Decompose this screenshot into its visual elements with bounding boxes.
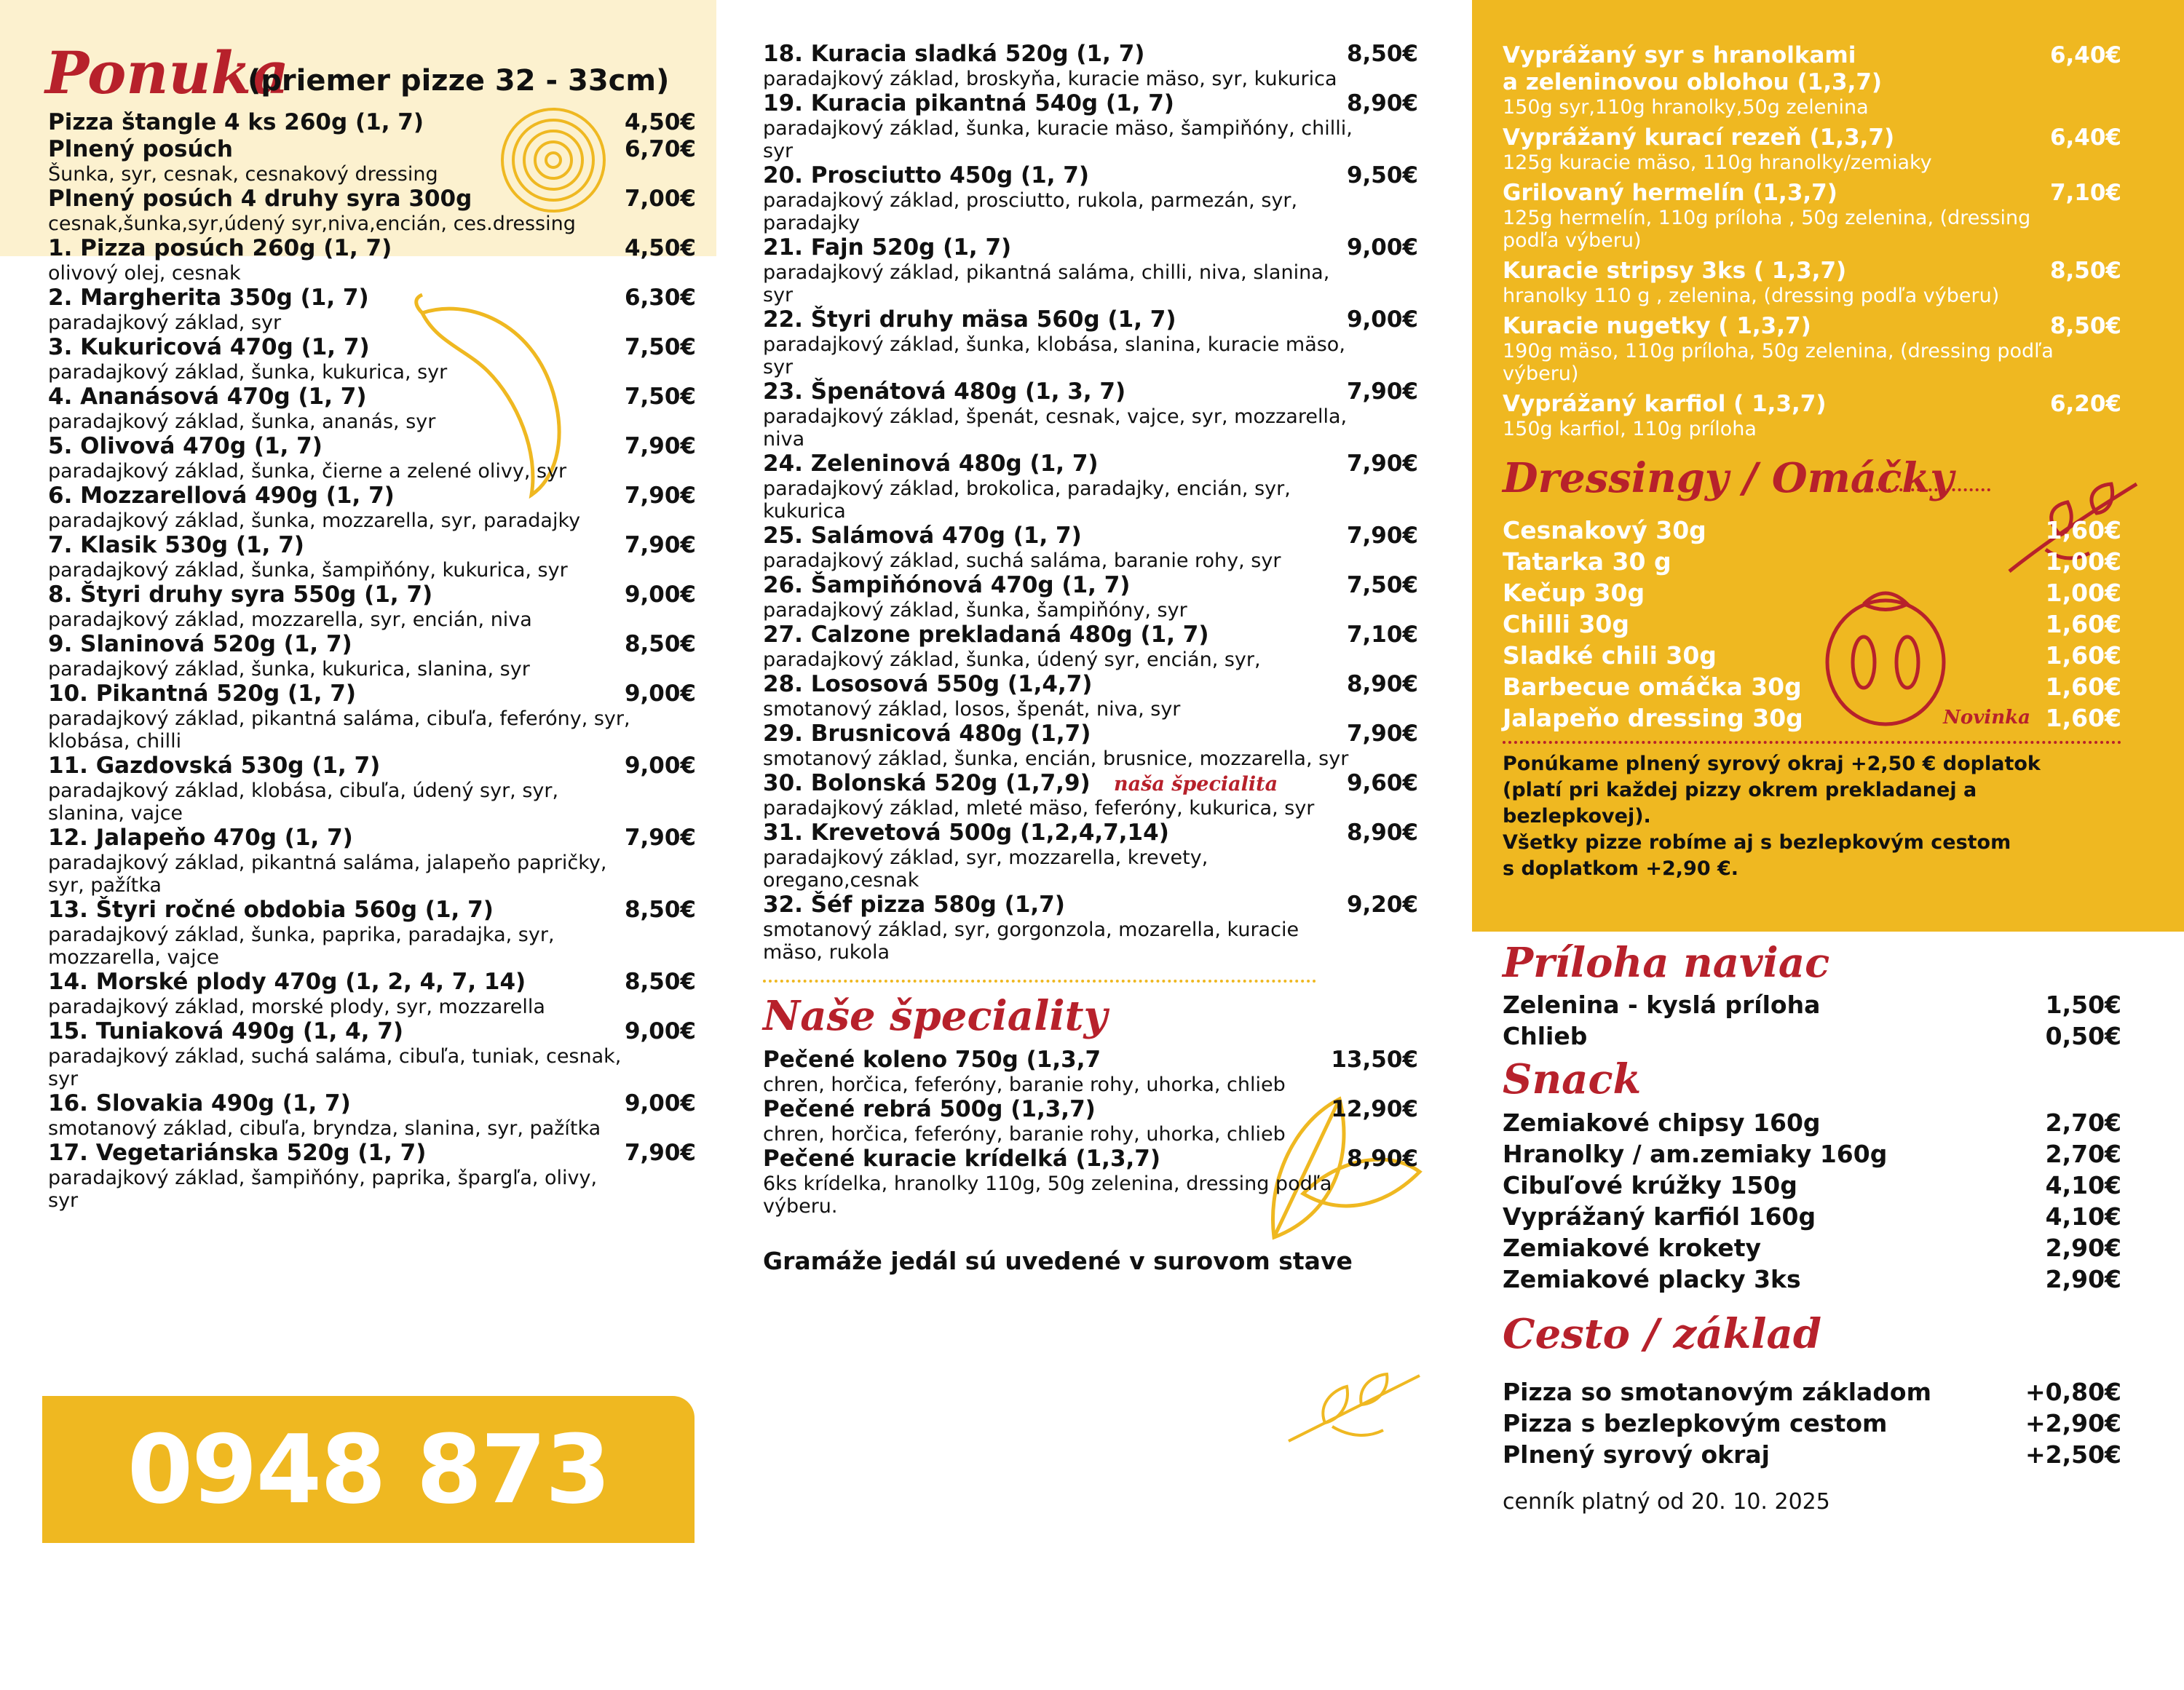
- item-price: 9,60€: [1346, 770, 1418, 796]
- item-name: 25. Salámová 470g (1, 7): [763, 523, 1082, 549]
- list-item: [763, 572, 1418, 622]
- list-item: [1503, 1439, 2121, 1470]
- list-item: [763, 721, 1418, 770]
- item-name: 16. Slovakia 490g (1, 7): [48, 1090, 351, 1116]
- list-item: [1503, 702, 2121, 734]
- item-description: olivový olej, cesnak: [48, 262, 241, 285]
- list-item: [1503, 1408, 2121, 1439]
- sides-list: [1503, 989, 2121, 1052]
- list-item: [48, 582, 696, 631]
- list-item: [1503, 546, 2121, 577]
- item-description: paradajkový základ, mozzarella, syr, encián, niva: [48, 608, 532, 631]
- item-name: Pečené kuracie krídelká (1,3,7): [763, 1146, 1161, 1172]
- item-price: 6,20€: [2049, 391, 2121, 417]
- item-price: 7,90€: [624, 1140, 696, 1166]
- starters-list: [48, 109, 696, 235]
- item-description: paradajkový základ, syr: [48, 312, 282, 334]
- item-description: 6ks krídelka, hranolky 110g, 50g zelenina, dressing podľa výberu.: [763, 1173, 1332, 1218]
- list-item: [1503, 1263, 2121, 1295]
- item-price: 9,00€: [1346, 234, 1418, 261]
- item-name: Zelenina - kyslá príloha: [1503, 991, 1821, 1019]
- list-item: [48, 186, 696, 235]
- item-price: 7,90€: [1346, 523, 1418, 549]
- list-item: [48, 681, 696, 753]
- item-name: 23. Špenátová 480g (1, 3, 7): [763, 378, 1126, 405]
- item-description: cesnak,šunka,syr,údený syr,niva,encián, ces.dressing: [48, 213, 576, 235]
- item-price: 9,00€: [624, 681, 696, 707]
- item-description: paradajkový základ, šunka, údený syr, encián, syr,: [763, 648, 1261, 671]
- item-price: 1,50€: [2045, 991, 2121, 1019]
- dough-list: [1503, 1376, 2121, 1470]
- list-item: [48, 1018, 696, 1090]
- sides-heading: Príloha naviac: [1503, 939, 1830, 987]
- list-item: [48, 1090, 696, 1140]
- item-price: 8,90€: [1346, 1146, 1418, 1172]
- item-name: 3. Kukuricová 470g (1, 7): [48, 334, 370, 360]
- list-item: [48, 897, 696, 969]
- branch-illustration: [1281, 1368, 1427, 1448]
- item-description: smotanový základ, šunka, encián, brusnice, mozzarella, syr: [763, 747, 1349, 770]
- item-name: 12. Jalapeňo 470g (1, 7): [48, 825, 353, 851]
- item-price: 8,50€: [624, 631, 696, 657]
- item-price: 7,00€: [624, 186, 696, 212]
- item-name: Cibuľové krúžky 150g: [1503, 1171, 1797, 1199]
- item-description: paradajkový základ, prosciutto, rukola, parmezán, syr, paradajky: [763, 189, 1298, 234]
- item-description: 190g mäso, 110g príloha, 50g zelenina, (dressing podľa výberu): [1503, 340, 2054, 385]
- item-price: 7,90€: [1346, 378, 1418, 405]
- item-name: 1. Pizza posúch 260g (1, 7): [48, 235, 392, 261]
- item-price: 8,50€: [2049, 313, 2121, 339]
- item-name: 14. Morské plody 470g (1, 2, 4, 7, 14): [48, 969, 526, 995]
- note-line: (platí pri každej pizzy okrem prekladanej a bezlepkovej).: [1503, 779, 1977, 828]
- item-price: 9,00€: [624, 1090, 696, 1116]
- list-item: [763, 162, 1418, 234]
- item-name: 28. Lososová 550g (1,4,7): [763, 671, 1093, 697]
- item-name: Hranolky / am.zemiaky 160g: [1503, 1140, 1888, 1168]
- list-item: [48, 334, 696, 384]
- list-item: [1503, 313, 2121, 385]
- list-item: [763, 820, 1418, 892]
- item-description: paradajkový základ, broskyňa, kuracie mäso, syr, kukurica: [763, 68, 1337, 90]
- dressings-header: [1503, 454, 2121, 504]
- item-price: 9,00€: [1346, 306, 1418, 333]
- list-item: [763, 451, 1418, 523]
- item-description: 125g hermelín, 110g príloha , 50g zelenina, (dressing podľa výberu): [1503, 207, 2031, 252]
- item-name: 9. Slaninová 520g (1, 7): [48, 631, 352, 657]
- item-name: Pečené rebrá 500g (1,3,7): [763, 1096, 1096, 1122]
- item-name: Zemiakové placky 3ks: [1503, 1265, 1801, 1293]
- item-price: 7,90€: [624, 483, 696, 509]
- item-name: Barbecue omáčka 30g: [1503, 673, 1802, 701]
- item-name: Chlieb: [1503, 1022, 1588, 1050]
- item-description: smotanový základ, cibuľa, bryndza, slanina, syr, pažítka: [48, 1117, 601, 1140]
- item-price: 1,00€: [2045, 579, 2121, 607]
- item-name: 24. Zeleninová 480g (1, 7): [763, 451, 1099, 477]
- item-price: 2,70€: [2045, 1108, 2121, 1137]
- item-name: 5. Olivová 470g (1, 7): [48, 433, 323, 459]
- item-price: 9,50€: [1346, 162, 1418, 189]
- item-price: 1,60€: [2045, 516, 2121, 544]
- item-price: 8,90€: [1346, 820, 1418, 846]
- fried-list: [1503, 42, 2121, 440]
- item-price: 6,70€: [624, 136, 696, 162]
- list-item: [763, 41, 1418, 90]
- item-name: 8. Štyri druhy syra 550g (1, 7): [48, 582, 433, 608]
- list-item: [1503, 515, 2121, 546]
- list-item: [1503, 640, 2121, 671]
- item-description: paradajkový základ, brokolica, paradajky, encián, syr, kukurica: [763, 477, 1291, 523]
- list-item: [1503, 1201, 2121, 1232]
- item-description: hranolky 110 g , zelenina, (dressing podľa výberu): [1503, 285, 2000, 307]
- item-description: paradajkový základ, pikantná saláma, jalapeňo papričky, syr, pažítka: [48, 852, 607, 897]
- item-description: paradajkový základ, šunka, ananás, syr: [48, 410, 436, 433]
- item-name: 7. Klasik 530g (1, 7): [48, 532, 304, 558]
- item-price: 7,90€: [624, 532, 696, 558]
- list-item: [1503, 1170, 2121, 1201]
- item-price: 6,40€: [2049, 42, 2121, 68]
- item-name: Vyprážaný syr s hranolkami: [1503, 42, 1856, 68]
- extras-column: [1503, 939, 2121, 1515]
- snack-heading: Snack: [1503, 1055, 1642, 1103]
- item-name: Jalapeňo dressing 30g: [1503, 704, 1803, 732]
- item-name: 18. Kuracia sladká 520g (1, 7): [763, 41, 1145, 67]
- menu-column-right: [1503, 42, 2121, 882]
- list-item: [1503, 180, 2121, 252]
- item-price: 9,00€: [624, 1018, 696, 1044]
- item-name: Cesnakový 30g: [1503, 516, 1706, 544]
- specialties-list: [763, 1047, 1418, 1218]
- list-item: [1503, 124, 2121, 174]
- item-description: paradajkový základ, šunka, kukurica, syr: [48, 361, 448, 384]
- item-name: 32. Šéf pizza 580g (1,7): [763, 892, 1065, 918]
- item-price: +2,90€: [2025, 1409, 2121, 1437]
- item-price: 4,50€: [624, 235, 696, 261]
- item-price: 12,90€: [1331, 1096, 1418, 1122]
- item-price: 13,50€: [1331, 1047, 1418, 1073]
- item-price: 7,90€: [624, 825, 696, 851]
- item-price: 6,30€: [624, 285, 696, 311]
- validity-note: cenník platný od 20. 10. 2025: [1503, 1489, 1830, 1515]
- item-description: paradajkový základ, šunka, mozzarella, syr, paradajky: [48, 509, 581, 532]
- item-price: 7,90€: [1346, 721, 1418, 747]
- item-price: 7,50€: [624, 384, 696, 410]
- list-item: [763, 671, 1418, 721]
- dough-heading: Cesto / základ: [1503, 1310, 1821, 1358]
- divider: [1870, 488, 1990, 491]
- list-item: [1503, 1232, 2121, 1263]
- item-description: paradajkový základ, šunka, čierne a zelené olivy, syr: [48, 460, 567, 483]
- item-price: 7,90€: [624, 433, 696, 459]
- item-description: paradajkový základ, šunka, paprika, paradajka, syr, mozzarella, vajce: [48, 924, 555, 969]
- item-description: 125g kuracie mäso, 110g hranolky/zemiaky: [1503, 151, 1932, 174]
- list-item: [48, 532, 696, 582]
- item-name: Grilovaný hermelín (1,3,7): [1503, 180, 1837, 206]
- item-name: 13. Štyri ročné obdobia 560g (1, 7): [48, 897, 494, 923]
- dressings-heading: Dressingy / Omáčky: [1503, 454, 1954, 502]
- list-item: [48, 825, 696, 897]
- item-description: smotanový základ, syr, gorgonzola, mozarella, kuracie mäso, rukola: [763, 919, 1299, 964]
- list-item: [1503, 989, 2121, 1020]
- item-name: Vyprážaný kurací rezeň (1,3,7): [1503, 124, 1895, 151]
- item-price: 7,90€: [1346, 451, 1418, 477]
- item-description: paradajkový základ, šampiňóny, paprika, špargľa, olivy, syr: [48, 1167, 598, 1212]
- item-description: paradajkový základ, morské plody, syr, mozzarella: [48, 996, 545, 1018]
- item-name: Vyprážaný karfiol ( 1,3,7): [1503, 391, 1827, 417]
- menu-subtitle: (priemer pizze 32 - 33cm): [248, 64, 670, 98]
- item-description: 150g syr,110g hranolky,50g zelenina: [1503, 96, 1869, 119]
- item-description: paradajkový základ, klobása, cibuľa, údený syr, syr, slanina, vajce: [48, 779, 559, 825]
- item-price: 1,60€: [2045, 704, 2121, 732]
- weights-footnote: Gramáže jedál sú uvedené v surovom stave: [763, 1247, 1353, 1275]
- item-name: Tatarka 30 g: [1503, 547, 1671, 576]
- item-name: Zemiakové krokety: [1503, 1234, 1762, 1262]
- snack-list: [1503, 1107, 2121, 1295]
- list-item: [1503, 608, 2121, 640]
- item-name: 19. Kuracia pikantná 540g (1, 7): [763, 90, 1174, 116]
- list-item: [1503, 1107, 2121, 1138]
- list-item: [763, 234, 1418, 306]
- list-item: [48, 136, 696, 186]
- item-name: Plnený posúch 4 druhy syra 300g: [48, 186, 472, 212]
- list-item: [48, 235, 696, 285]
- item-description: chren, horčica, feferóny, baranie rohy, uhorka, chlieb: [763, 1123, 1286, 1146]
- list-item: [48, 1140, 696, 1212]
- item-description: paradajkový základ, špenát, cesnak, vajce, syr, mozzarella, niva: [763, 405, 1348, 451]
- specialty-tag: naša špecialita: [1114, 773, 1278, 796]
- item-name: 6. Mozzarellová 490g (1, 7): [48, 483, 395, 509]
- item-name: 17. Vegetariánska 520g (1, 7): [48, 1140, 427, 1166]
- item-description: paradajkový základ, šunka, kuracie mäso, šampiňóny, chilli, syr: [763, 117, 1353, 162]
- item-description: smotanový základ, losos, špenát, niva, syr: [763, 698, 1181, 721]
- item-price: 4,50€: [624, 109, 696, 135]
- item-description: paradajkový základ, pikantná saláma, chilli, niva, slanina, syr: [763, 261, 1330, 306]
- item-description: Šunka, syr, cesnak, cesnakový dressing: [48, 163, 438, 186]
- item-name: Pizza so smotanovým základom: [1503, 1378, 1931, 1406]
- item-name: Kečup 30g: [1503, 579, 1645, 607]
- note-line: Všetky pizze robíme aj s bezlepkovým cestom: [1503, 831, 2011, 854]
- item-name: 11. Gazdovská 530g (1, 7): [48, 753, 381, 779]
- divider: [763, 980, 1316, 983]
- item-price: 7,50€: [1346, 572, 1418, 598]
- list-item: [763, 1096, 1418, 1146]
- item-price: +0,80€: [2025, 1378, 2121, 1406]
- item-description: paradajkový základ, šunka, klobása, slanina, kuracie mäso, syr: [763, 333, 1345, 378]
- item-description: paradajkový základ, pikantná saláma, cibuľa, feferóny, syr, klobása, chilli: [48, 707, 630, 753]
- list-item: [1503, 42, 2121, 119]
- item-name: Kuracie nugetky ( 1,3,7): [1503, 313, 1811, 339]
- list-item: [1503, 577, 2121, 608]
- item-price: 9,20€: [1346, 892, 1418, 918]
- item-price: 4,10€: [2045, 1171, 2121, 1199]
- item-description: paradajkový základ, šunka, šampiňóny, kukurica, syr: [48, 559, 568, 582]
- item-price: 8,50€: [624, 897, 696, 923]
- item-name: 22. Štyri druhy mäsa 560g (1, 7): [763, 306, 1176, 333]
- note-line: s doplatkom +2,90 €.: [1503, 857, 1739, 880]
- list-item: [48, 109, 696, 136]
- item-name: Vyprážaný karfiól 160g: [1503, 1202, 1816, 1231]
- item-description: chren, horčica, feferóny, baranie rohy, uhorka, chlieb: [763, 1074, 1286, 1096]
- item-price: 1,60€: [2045, 641, 2121, 670]
- item-name: 30. Bolonská 520g (1,7,9): [763, 770, 1091, 796]
- list-item: [763, 622, 1418, 671]
- dressings-note: [1503, 751, 2121, 882]
- list-item: [1503, 1020, 2121, 1052]
- item-price: 4,10€: [2045, 1202, 2121, 1231]
- item-name: 2. Margherita 350g (1, 7): [48, 285, 369, 311]
- item-name: 27. Calzone prekladaná 480g (1, 7): [763, 622, 1209, 648]
- item-name: 31. Krevetová 500g (1,2,4,7,14): [763, 820, 1169, 846]
- item-price: 1,60€: [2045, 610, 2121, 638]
- menu-column-left: [48, 109, 696, 1212]
- item-name: Sladké chili 30g: [1503, 641, 1717, 670]
- new-item-tag: Novinka: [1943, 707, 2030, 729]
- item-price: 2,90€: [2045, 1234, 2121, 1262]
- list-item: [763, 306, 1418, 378]
- item-price: 9,00€: [624, 582, 696, 608]
- item-description: 150g karfiol, 110g príloha: [1503, 418, 1757, 440]
- item-name: Kuracie stripsy 3ks ( 1,3,7): [1503, 258, 1847, 284]
- item-price: 1,60€: [2045, 673, 2121, 701]
- item-name: 20. Prosciutto 450g (1, 7): [763, 162, 1090, 189]
- item-price: 6,40€: [2049, 124, 2121, 151]
- list-item: [48, 631, 696, 681]
- list-item: [48, 285, 696, 334]
- item-name: 26. Šampiňónová 470g (1, 7): [763, 572, 1131, 598]
- item-name: Chilli 30g: [1503, 610, 1629, 638]
- pizza-list-right: [763, 41, 1418, 964]
- menu-title: Ponuka: [45, 39, 289, 107]
- list-item: [763, 1047, 1418, 1096]
- item-name: Zemiakové chipsy 160g: [1503, 1108, 1821, 1137]
- item-name: 21. Fajn 520g (1, 7): [763, 234, 1012, 261]
- pizza-list-left: [48, 235, 696, 1212]
- divider: [1503, 741, 2121, 744]
- list-item: [763, 378, 1418, 451]
- item-price: 2,70€: [2045, 1140, 2121, 1168]
- item-name: 15. Tuniaková 490g (1, 4, 7): [48, 1018, 404, 1044]
- list-item: [1503, 1376, 2121, 1408]
- item-name: Pizza s bezlepkovým cestom: [1503, 1409, 1888, 1437]
- item-description: paradajkový základ, suchá saláma, cibuľa, tuniak, cesnak, syr: [48, 1045, 622, 1090]
- item-price: +2,50€: [2025, 1440, 2121, 1469]
- item-name: 29. Brusnicová 480g (1,7): [763, 721, 1091, 747]
- list-item: [763, 523, 1418, 572]
- item-price: 1,00€: [2045, 547, 2121, 576]
- item-price: 8,90€: [1346, 90, 1418, 116]
- item-name: 10. Pikantná 520g (1, 7): [48, 681, 356, 707]
- list-item: [48, 753, 696, 825]
- item-description: paradajkový základ, šunka, šampiňóny, syr: [763, 599, 1187, 622]
- item-description: paradajkový základ, suchá saláma, baranie rohy, syr: [763, 550, 1281, 572]
- item-price: 7,10€: [1346, 622, 1418, 648]
- phone-number: 0948 873 748: [127, 1414, 610, 1672]
- list-item: [763, 892, 1418, 964]
- item-description: paradajkový základ, šunka, kukurica, slanina, syr: [48, 658, 530, 681]
- item-price: 8,90€: [1346, 671, 1418, 697]
- item-name-line2: a zeleninovou oblohou (1,3,7): [1503, 69, 1883, 95]
- item-name: Pizza štangle 4 ks 260g (1, 7): [48, 109, 424, 135]
- list-item: [48, 483, 696, 532]
- item-price: 8,50€: [1346, 41, 1418, 67]
- list-item: [763, 1146, 1418, 1218]
- list-item: [48, 969, 696, 1018]
- list-item: [48, 384, 696, 433]
- item-name: Plnený posúch: [48, 136, 233, 162]
- item-name: 4. Ananásová 470g (1, 7): [48, 384, 367, 410]
- list-item: [1503, 258, 2121, 307]
- item-price: 7,10€: [2049, 180, 2121, 206]
- item-price: 8,50€: [2049, 258, 2121, 284]
- item-price: 2,90€: [2045, 1265, 2121, 1293]
- list-item: [1503, 671, 2121, 702]
- list-item: [763, 770, 1418, 820]
- dressings-list: [1503, 515, 2121, 734]
- item-description: paradajkový základ, mleté mäso, feferóny, kukurica, syr: [763, 797, 1315, 820]
- item-price: 7,50€: [624, 334, 696, 360]
- item-description: paradajkový základ, syr, mozzarella, krevety, oregano,cesnak: [763, 846, 1208, 892]
- list-item: [1503, 1138, 2121, 1170]
- specialties-heading: Naše špeciality: [763, 992, 1108, 1040]
- list-item: [1503, 391, 2121, 440]
- item-price: 8,50€: [624, 969, 696, 995]
- list-item: [763, 90, 1418, 162]
- menu-column-middle: [763, 41, 1418, 1275]
- item-price: 9,00€: [624, 753, 696, 779]
- list-item: [48, 433, 696, 483]
- item-price: 0,50€: [2045, 1022, 2121, 1050]
- note-line: Ponúkame plnený syrový okraj +2,50 € doplatok: [1503, 753, 2041, 775]
- item-name: Pečené koleno 750g (1,3,7: [763, 1047, 1101, 1073]
- item-name: Plnený syrový okraj: [1503, 1440, 1770, 1469]
